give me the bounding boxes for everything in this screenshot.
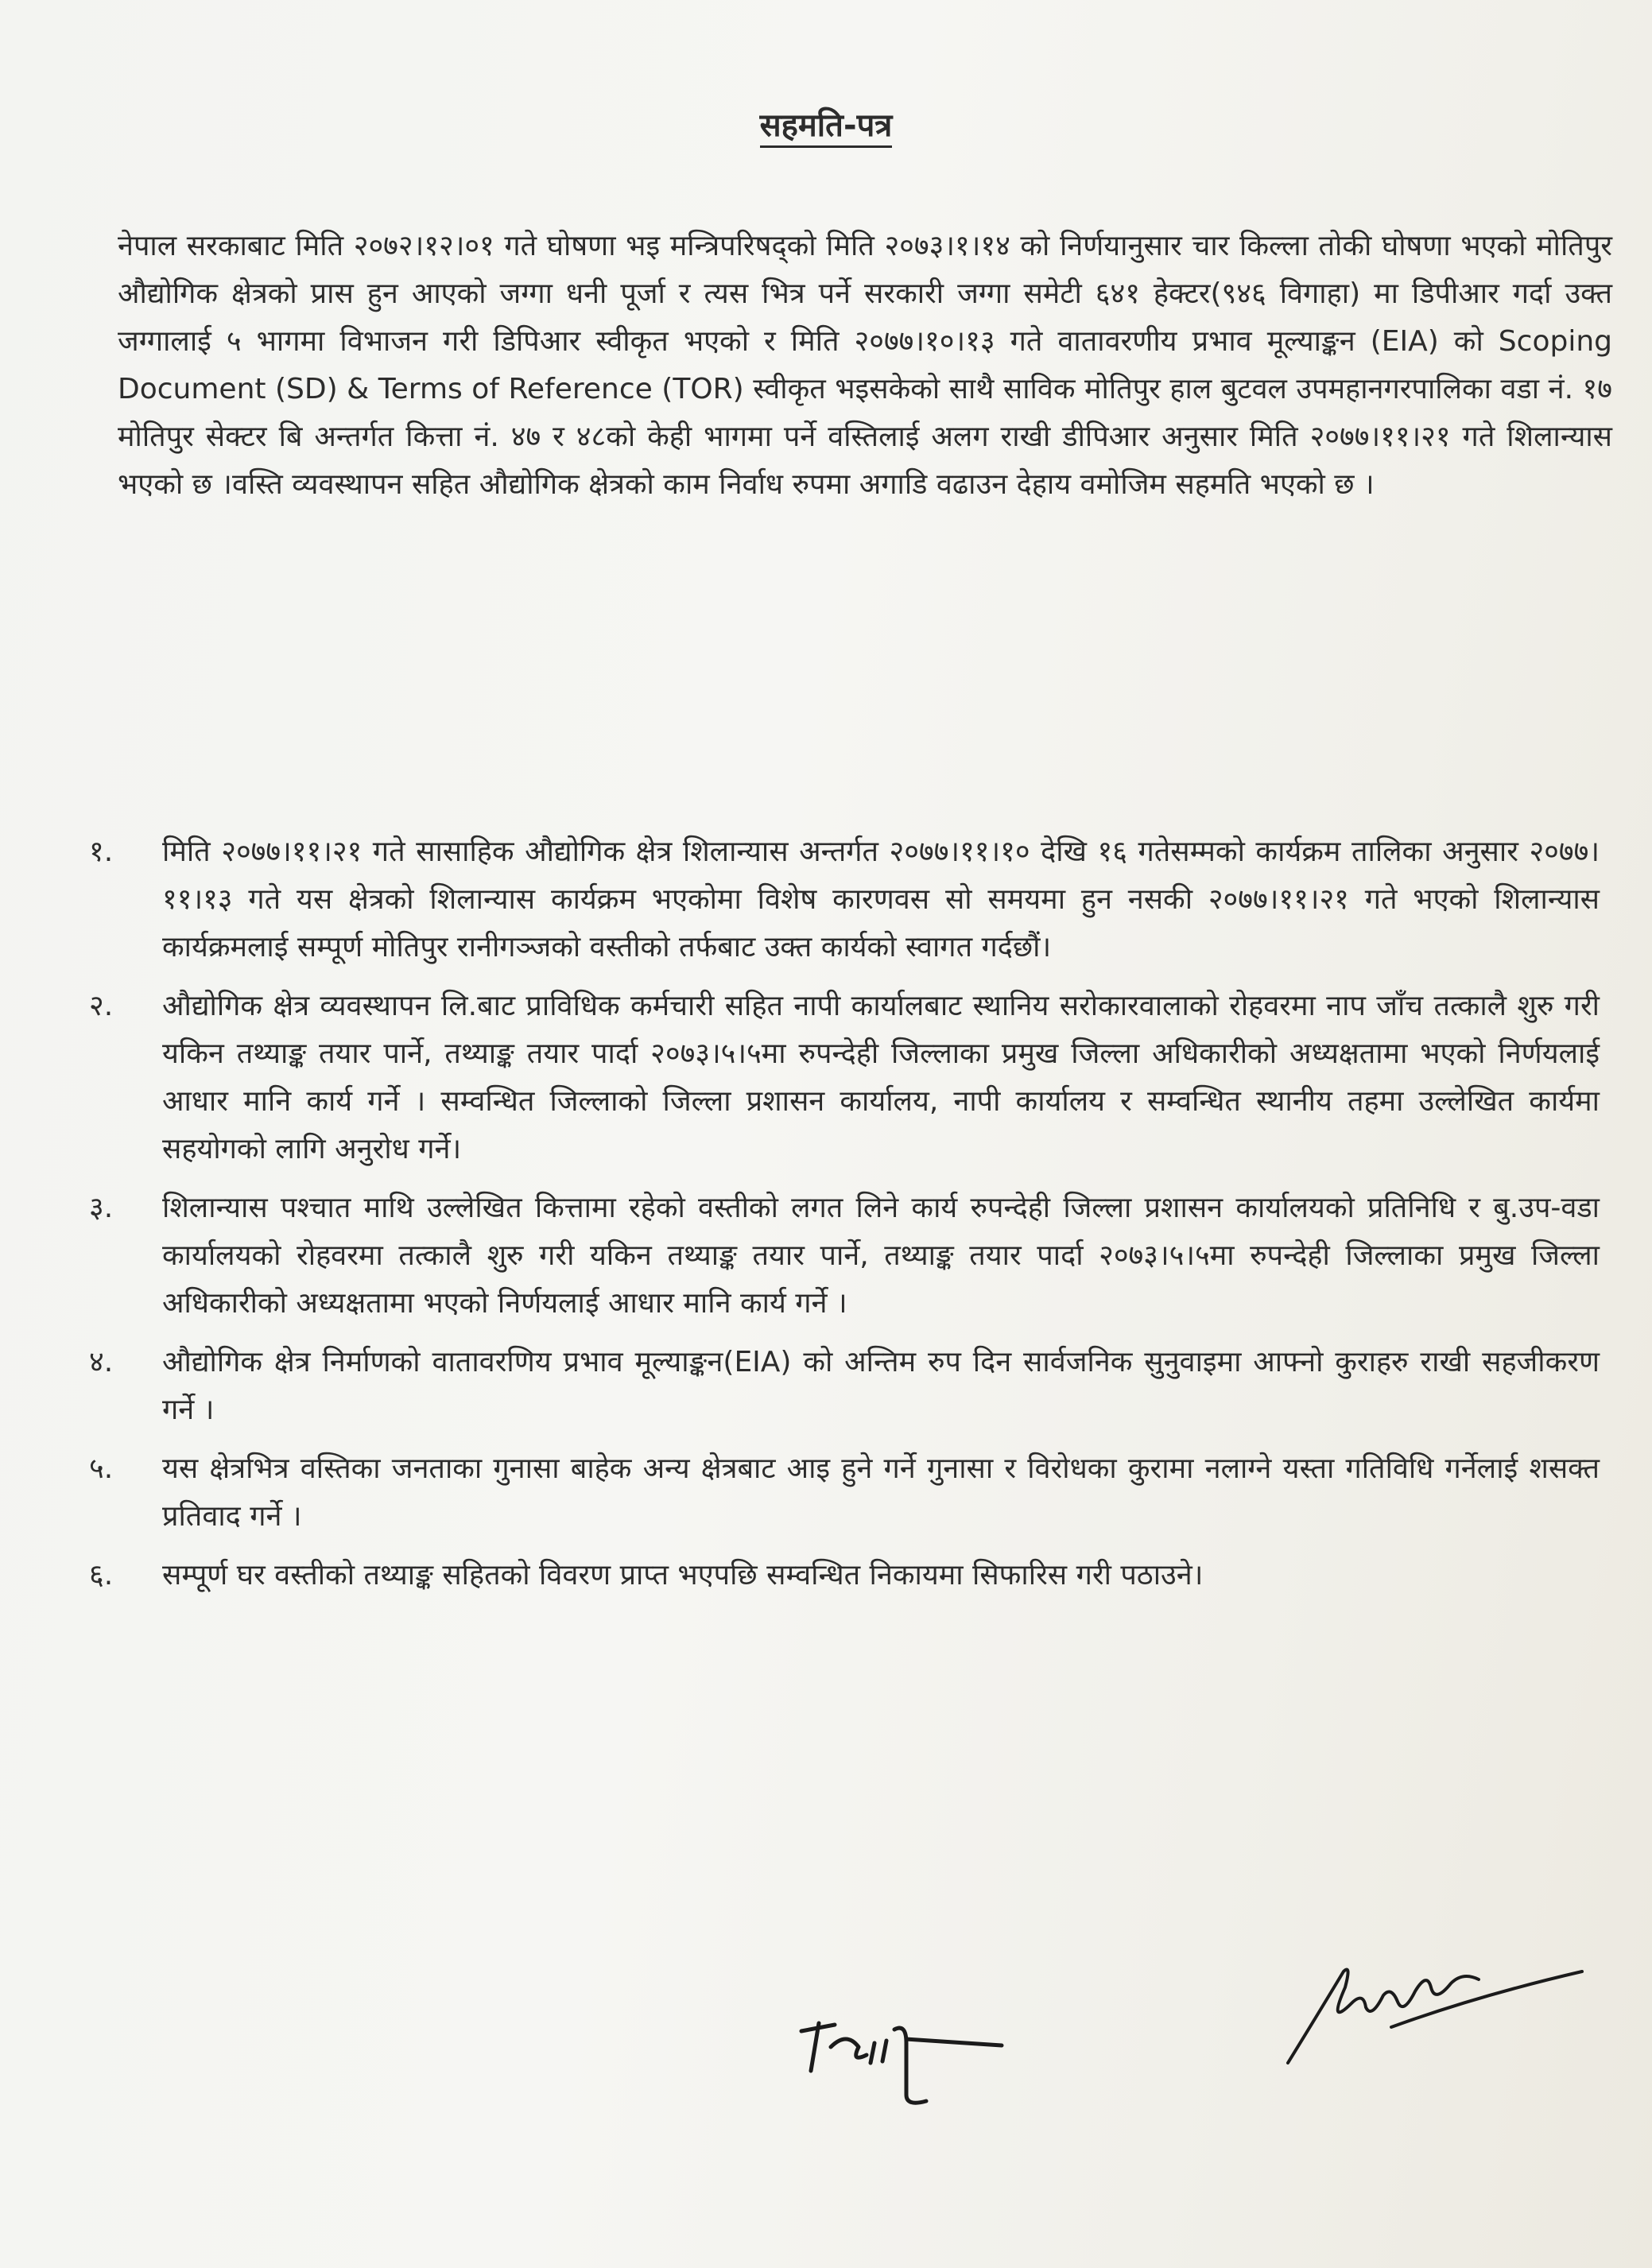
point-text: शिलान्यास पश्चात माथि उल्लेखित कित्तामा रहेको वस्तीको लगत लिने कार्य रुपन्देही जिल्ला प्रशासन कार्यालयको प्रतिनिधि र बु.उप-वडा कार्यालयको रोहवरमा तत्कालै शुरु गरी यकिन तथ्याङ्क तयार पार्ने, तथ्याङ्क तयार पार्दा २०७३।५।५मा रुपन्देही जिल्लाका प्रमुख जिल्ला अधिकारीको अध्यक्षतामा भएको निर्णयलाई आधार मानि कार्य गर्ने । bbox=[162, 1192, 1600, 1320]
point-number: २. bbox=[89, 990, 114, 1022]
document-title bbox=[0, 102, 1652, 145]
point-number: ५. bbox=[89, 1452, 114, 1485]
agreement-point bbox=[89, 1552, 1600, 1599]
point-number: ३. bbox=[89, 1192, 114, 1224]
point-text: मिति २०७७।११।२१ गते सासाहिक औद्योगिक क्षेत्र शिलान्यास अन्तर्गत २०७७।११।१० देखि १६ गतेसम्मको कार्यक्रम तालिका अनुसार २०७७।११।१३ गते यस क्षेत्रको शिलान्यास कार्यक्रम भएकोमा विशेष कारणवस सो समयमा हुन नसकी २०७७।११।२१ गते भएको शिलान्यास कार्यक्रमलाई सम्पूर्ण मोतिपुर रानीगञ्जको वस्तीको तर्फबाट उक्त कार्यको स्वागत गर्दछौं। bbox=[162, 835, 1600, 963]
agreement-points-list bbox=[89, 828, 1600, 1611]
point-number: ४. bbox=[89, 1346, 114, 1378]
point-number: ६. bbox=[89, 1559, 114, 1591]
agreement-point bbox=[89, 1339, 1600, 1434]
signature-left bbox=[787, 1968, 1018, 2111]
signature-right bbox=[1272, 1940, 1590, 2075]
point-text: सम्पूर्ण घर वस्तीको तथ्याङ्क सहितको विवरण प्राप्त भएपछि सम्वन्धित निकायमा सिफारिस गरी पठाउने। bbox=[162, 1559, 1204, 1591]
agreement-point bbox=[89, 828, 1600, 971]
agreement-point bbox=[89, 983, 1600, 1173]
agreement-point bbox=[89, 1445, 1600, 1541]
intro-paragraph: नेपाल सरकाबाट मिति २०७२।१२।०१ गते घोषणा भइ मन्त्रिपरिषद्को मिति २०७३।१।१४ को निर्णयानुसार चार किल्ला तोकी घोषणा भएको मोतिपुर औद्योगिक क्षेत्रको प्रास हुन आएको जग्गा धनी पूर्जा र त्यस भित्र पर्ने सरकारी जग्गा समेटी ६४१ हेक्टर(९४६ विगाहा) मा डिपीआर गर्दा उक्त जग्गालाई ५ भागमा विभाजन गरी डिपिआर स्वीकृत भएको र मिति २०७७।१०।१३ गते वातावरणीय प्रभाव मूल्याङ्कन (EIA) को Scoping Document (SD) & Terms of Reference (TOR) स्वीकृत भइसकेको साथै साविक मोतिपुर हाल बुटवल उपमहानगरपालिका वडा नं. १७ मोतिपुर सेक्टर बि अन्तर्गत कित्ता नं. ४७ र ४८को केही भागमा पर्ने वस्तिलाई अलग राखी डीपिआर अनुसार मिति २०७७।११।२१ गते शिलान्यास भएको छ ।वस्ति व्यवस्थापन सहित औद्योगिक क्षेत्रको काम निर्वाध रुपमा अगाडि वढाउन देहाय वमोजिम सहमति भएको छ । bbox=[118, 230, 1612, 501]
document-title-text: सहमति-पत्र bbox=[760, 107, 893, 148]
agreement-point bbox=[89, 1184, 1600, 1328]
point-text: औद्योगिक क्षेत्र निर्माणको वातावरणिय प्रभाव मूल्याङ्कन(EIA) को अन्तिम रुप दिन सार्वजनिक सुनुवाइमा आफ्नो कुराहरु राखी सहजीकरण गर्ने । bbox=[162, 1346, 1600, 1426]
point-text: औद्योगिक क्षेत्र व्यवस्थापन लि.बाट प्राविधिक कर्मचारी सहित नापी कार्यालबाट स्थानिय सरोकारवालाको रोहवरमा नाप जाँच तत्कालै शुरु गरी यकिन तथ्याङ्क तयार पार्ने, तथ्याङ्क तयार पार्दा २०७३।५।५मा रुपन्देही जिल्लाका प्रमुख जिल्ला अधिकारीको अध्यक्षतामा भएको निर्णयलाई आधार मानि कार्य गर्ने । सम्वन्धित जिल्लाको जिल्ला प्रशासन कार्यालय, नापी कार्यालय र सम्वन्धित स्थानीय तहमा उल्लेखित कार्यमा सहयोगको लागि अनुरोध गर्ने। bbox=[162, 990, 1600, 1165]
point-number: १. bbox=[89, 835, 114, 868]
point-text: यस क्षेत्रभित्र वस्तिका जनताका गुनासा बाहेक अन्य क्षेत्रबाट आइ हुने गर्ने गुनासा र विरोधका कुरामा नलाग्ने यस्ता गतिविधि गर्नेलाई शसक्त प्रतिवाद गर्ने । bbox=[162, 1452, 1600, 1533]
